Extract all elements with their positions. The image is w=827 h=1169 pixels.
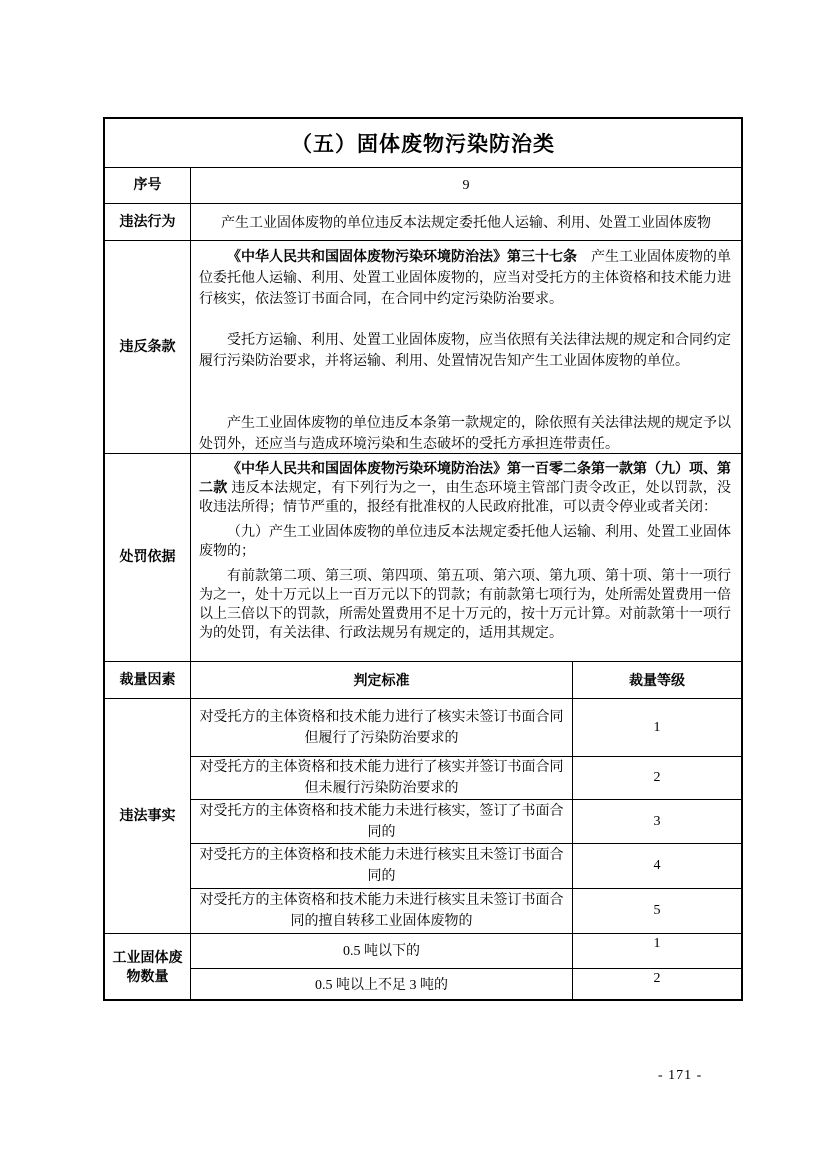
illegal-act-label: 违法行为 bbox=[105, 204, 191, 240]
penalty-basis-text bbox=[191, 454, 741, 661]
clause-paragraph-3: 产生工业固体废物的单位违反本条第一款规定的，除依照有关法律法规的规定予以处罚外，还应当与造成环境污染和生态破坏的受托方承担连带责任。 bbox=[199, 416, 731, 452]
law-citation: 《中华人民共和国固体废物污染环境防治法》第三十七条 bbox=[227, 250, 577, 265]
illegal-act-row bbox=[105, 203, 741, 240]
table-row bbox=[191, 968, 741, 1001]
clause-paragraph-2: 受托方运输、利用、处置工业固体废物，应当依照有关法律法规的规定和合同约定履行污染防治要求，并将运输、利用、处置情况告知产生工业固体废物的单位。 bbox=[199, 333, 731, 369]
criteria-header-row bbox=[105, 661, 741, 698]
illegal-act-value: 产生工业固体废物的单位违反本法规定委托他人运输、利用、处置工业固体废物 bbox=[221, 216, 711, 231]
clause-paragraph-1 bbox=[199, 247, 731, 310]
table-row bbox=[191, 888, 741, 933]
illegal-facts-rows bbox=[191, 699, 741, 933]
table-title-row bbox=[105, 119, 741, 167]
table-row bbox=[191, 799, 741, 843]
criteria-text: 0.5 吨以上不足 3 吨的 bbox=[191, 969, 573, 1001]
illegal-facts-label: 违法事实 bbox=[105, 699, 191, 933]
criteria-text: 对受托方的主体资格和技术能力进行了核实未签订书面合同但履行了污染防治要求的 bbox=[191, 699, 573, 756]
table-row bbox=[191, 843, 741, 888]
violated-clause-label: 违反条款 bbox=[105, 241, 191, 453]
basis-paragraph-1 bbox=[199, 460, 731, 517]
penalty-discretion-table bbox=[103, 117, 743, 1001]
waste-quantity-rows bbox=[191, 934, 741, 1001]
criteria-text: 对受托方的主体资格和技术能力未进行核实且未签订书面合同的擅自转移工业固体废物的 bbox=[191, 889, 573, 933]
illegal-facts-group-row bbox=[105, 698, 741, 933]
grade-value: 2 bbox=[653, 971, 661, 986]
waste-quantity-label: 工业固体废物数量 bbox=[105, 934, 191, 1001]
grade-value: 5 bbox=[653, 903, 661, 918]
table-row bbox=[191, 699, 741, 756]
grade-value: 4 bbox=[653, 858, 661, 873]
penalty-basis-row bbox=[105, 453, 741, 661]
criteria-text: 0.5 吨以下的 bbox=[191, 934, 573, 968]
criteria-text: 对受托方的主体资格和技术能力进行了核实并签订书面合同但未履行污染防治要求的 bbox=[191, 757, 573, 799]
table-row bbox=[191, 756, 741, 799]
header-judgment-standard: 判定标准 bbox=[191, 662, 573, 698]
serial-number-row bbox=[105, 167, 741, 203]
waste-quantity-group-row bbox=[105, 933, 741, 1001]
serial-number-value: 9 bbox=[462, 177, 470, 193]
page-number: - 171 - bbox=[658, 1068, 703, 1083]
violated-clause-row bbox=[105, 240, 741, 453]
header-discretion-factor: 裁量因素 bbox=[105, 662, 191, 698]
criteria-text: 对受托方的主体资格和技术能力未进行核实，签订了书面合同的 bbox=[191, 800, 573, 843]
penalty-basis-label: 处罚依据 bbox=[105, 454, 191, 661]
basis-paragraph-2: （九）产生工业固体废物的单位违反本法规定委托他人运输、利用、处置工业固体废物的； bbox=[199, 525, 731, 559]
serial-number-label: 序号 bbox=[105, 168, 191, 203]
grade-value: 2 bbox=[653, 770, 661, 785]
clause-paragraph-1-text: 产生工业固体废物的单位委托他人运输、利用、处置工业固体废物的，应当对受托方的主体资格和技术能力进行核实，依法签订书面合同，在合同中约定污染防治要求。 bbox=[199, 250, 731, 307]
violated-clause-text bbox=[191, 241, 741, 453]
grade-value: 1 bbox=[653, 936, 661, 951]
grade-value: 1 bbox=[653, 719, 661, 735]
table-row bbox=[191, 934, 741, 968]
grade-value: 3 bbox=[653, 813, 661, 829]
criteria-text: 对受托方的主体资格和技术能力未进行核实且未签订书面合同的 bbox=[191, 844, 573, 888]
header-discretion-grade: 裁量等级 bbox=[629, 674, 685, 689]
section-title: （五）固体废物污染防治类 bbox=[291, 132, 555, 156]
law-citation: 《中华人民共和国固体废物污染环境防治法》第一百零二条第一款第（九）项、第二款 bbox=[199, 462, 731, 496]
basis-paragraph-3: 有前款第二项、第三项、第四项、第五项、第六项、第九项、第十项、第十一项行为之一，处十万元以上一百万元以下的罚款；有前款第七项行为，处所需处置费用一倍以上三倍以下的罚款，所需处置费用不足十万元的，按十万元计算。对前款第十一项行为的处罚，有关法律、行政法规另有规定的，适用其规定。 bbox=[199, 569, 731, 641]
basis-paragraph-1-text: 违反本法规定，有下列行为之一，由生态环境主管部门责令改正，处以罚款，没收违法所得；情节严重的，报经有批准权的人民政府批准，可以责令停业或者关闭： bbox=[199, 481, 732, 515]
